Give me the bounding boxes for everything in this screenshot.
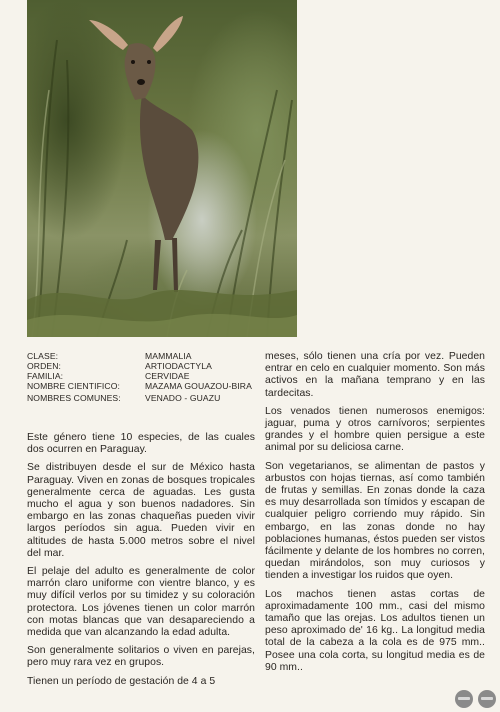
taxonomy-row-orden xyxy=(27,361,267,371)
taxonomy-value: VENADO - GUAZU xyxy=(145,393,221,403)
sponsor-logo-icon xyxy=(478,690,496,708)
body-column-right xyxy=(265,351,485,680)
deer-photo xyxy=(27,0,297,337)
taxonomy-label: NOMBRE CIENTIFICO: xyxy=(27,381,120,391)
taxonomy-row-clase xyxy=(27,351,267,361)
paragraph: Los venados tienen numerosos enemigos: jaguar, puma y otros carnívoros; serpientes grandes y el hombre quien persigue a este animal por su deliciosa carne. xyxy=(265,405,485,454)
paragraph: Son generalmente solitarios o viven en parejas, pero muy rara vez en grupos. xyxy=(27,645,255,669)
paragraph: Se distribuyen desde el sur de México hasta Paraguay. Viven en zonas de bosques tropicales generalmente cerca de aguadas. Les gusta mucho el agua y son buenos nadadores. Sin embargo en las zonas chaqueñas pueden vivir largos períodos sin agua. Pueden vivir en altitudes de hasta 5.000 metros sobre el nivel del mar. xyxy=(27,462,255,559)
taxonomy-label: CLASE: xyxy=(27,351,59,361)
taxonomy-label: ORDEN: xyxy=(27,361,62,371)
taxonomy-value: MAZAMA GOUAZOU-BIRA xyxy=(145,381,252,391)
taxonomy-table xyxy=(27,351,267,403)
taxonomy-row-nombre-cientifico xyxy=(27,381,267,391)
taxonomy-row-nombres-comunes xyxy=(27,393,267,403)
paragraph: Tienen un período de gestación de 4 a 5 xyxy=(27,675,216,687)
paragraph: meses, sólo tienen una cría por vez. Pueden entrar en celo en cualquier momento. Son más activos en la mañana temprano y en las tardecitas. xyxy=(265,351,485,399)
taxonomy-value: CERVIDAE xyxy=(145,371,190,381)
taxonomy-label: FAMILIA: xyxy=(27,371,64,381)
taxonomy-row-familia xyxy=(27,371,267,381)
taxonomy-value: ARTIODACTYLA xyxy=(145,361,212,371)
paragraph: Este género tiene 10 especies, de las cuales dos ocurren en Paraguay. xyxy=(27,432,255,456)
paragraph: Los machos tienen astas cortas de aproximadamente 100 mm., casi del mismo tamaño que las orejas. Los adultos tienen un peso aproximado de' 16 kg.. La longitud media total de la cabeza a la cola es de 975 mm.. Posee una cola corta, su longitud media es de 90 mm.. xyxy=(265,588,485,673)
paragraph: El pelaje del adulto es generalmente de color marrón claro uniforme con vientre blanco, y es muy difícil verlos por su timidez y su coloración protectora. Los jóvenes tienen un color marrón con motas blancas que van desapareciendo a medida que van alcanzando la edad adulta. xyxy=(27,566,255,639)
deer-illustration xyxy=(27,0,297,337)
taxonomy-value: MAMMALIA xyxy=(145,351,192,361)
body-column-left xyxy=(27,432,255,694)
taxonomy-label: NOMBRES COMUNES: xyxy=(27,393,121,403)
publisher-logo-icon xyxy=(455,690,473,708)
paragraph: Son vegetarianos, se alimentan de pastos y arbustos con hojas tiernas, así como también de frutas y semillas. En zonas donde la caza es muy desarrollada son tímidos y escapan de cualquier peligro corriendo muy rápido. Sin embargo, en las zonas donde no hay poblaciones humanas, éstos pueden ser vistos fácilmente y delante de los hombres no corren, quedan mirándolos, son muy curiosos y tienden a investigar los ruidos que oyen. xyxy=(265,460,485,582)
